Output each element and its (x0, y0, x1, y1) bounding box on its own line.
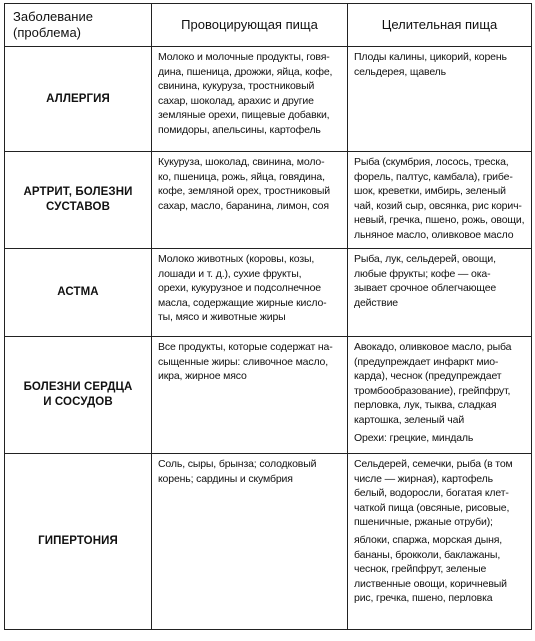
table-row (5, 152, 532, 249)
disease-cell: АЛЛЕРГИЯ (5, 47, 152, 152)
healing-cell: Авокадо, оливковое масло, рыба (предупреждает инфаркт мио- карда), чеснок (предупреждает тромбообразование), грейпфрут, перловка, лук, тыква, сладкая картошка, зеленый чай Орехи: грецкие, миндаль (348, 337, 532, 454)
disease-cell: БОЛЕЗНИ СЕРДЦА И СОСУДОВ (5, 337, 152, 454)
header-healing-food: Целительная пища (348, 4, 532, 47)
diet-table (4, 3, 532, 630)
header-provoking-food: Провоцирующая пища (152, 4, 348, 47)
provoking-cell: Молоко животных (коровы, козы, лошади и т. д.), сухие фрукты, орехи, кукурузное и подсолнечное масла, содержащие жирные кисло- ты, мясо и животные жиры (152, 249, 348, 337)
disease-cell: АРТРИТ, БОЛЕЗНИ СУСТАВОВ (5, 152, 152, 249)
provoking-cell: Все продукты, которые содержат на- сыщенные жиры: сливочное масло, икра, жирное мясо (152, 337, 348, 454)
table-header-row (5, 4, 532, 47)
provoking-cell: Кукуруза, шоколад, свинина, моло- ко, пшеница, рожь, яйца, говядина, кофе, земляной орех, тростниковый сахар, масло, баранина, лимон, соя (152, 152, 348, 249)
provoking-cell: Молоко и молочные продукты, говя- дина, пшеница, дрожжи, яйца, кофе, свинина, кукуруза, тростниковый сахар, шоколад, арахис и другие земляные орехи, пищевые добавки, помидоры, апельсины, картофель (152, 47, 348, 152)
table-row (5, 249, 532, 337)
table-row (5, 454, 532, 630)
header-disease: Заболевание (проблема) (5, 4, 152, 47)
table-row (5, 337, 532, 454)
healing-cell: Рыба, лук, сельдерей, овощи, любые фрукты; кофе — ока- зывает срочное облегчающее действие (348, 249, 532, 337)
healing-cell: Сельдерей, семечки, рыба (в том числе — жирная), картофель белый, водоросли, богатая клет- чаткой пища (овсяные, рисовые, пшеничные, ржаные отруби); яблоки, спаржа, морская дыня, бананы, брокколи, баклажаны, чеснок, грейпфрут, зеленые лиственные овощи, коричневый рис, гречка, пшено, перловка (348, 454, 532, 630)
provoking-cell: Соль, сыры, брынза; солодковый корень; сардины и скумбрия (152, 454, 348, 630)
disease-cell: ГИПЕРТОНИЯ (5, 454, 152, 630)
healing-cell: Рыба (скумбрия, лосось, треска, форель, палтус, камбала), грибе- шок, креветки, имбирь, зеленый чай, козий сыр, овсянка, рис корич- невый, гречка, пшено, рожь, овощи, льняное масло, оливковое масло (348, 152, 532, 249)
disease-cell: АСТМА (5, 249, 152, 337)
table-row (5, 47, 532, 152)
healing-cell: Плоды калины, цикорий, корень сельдерея, щавель (348, 47, 532, 152)
